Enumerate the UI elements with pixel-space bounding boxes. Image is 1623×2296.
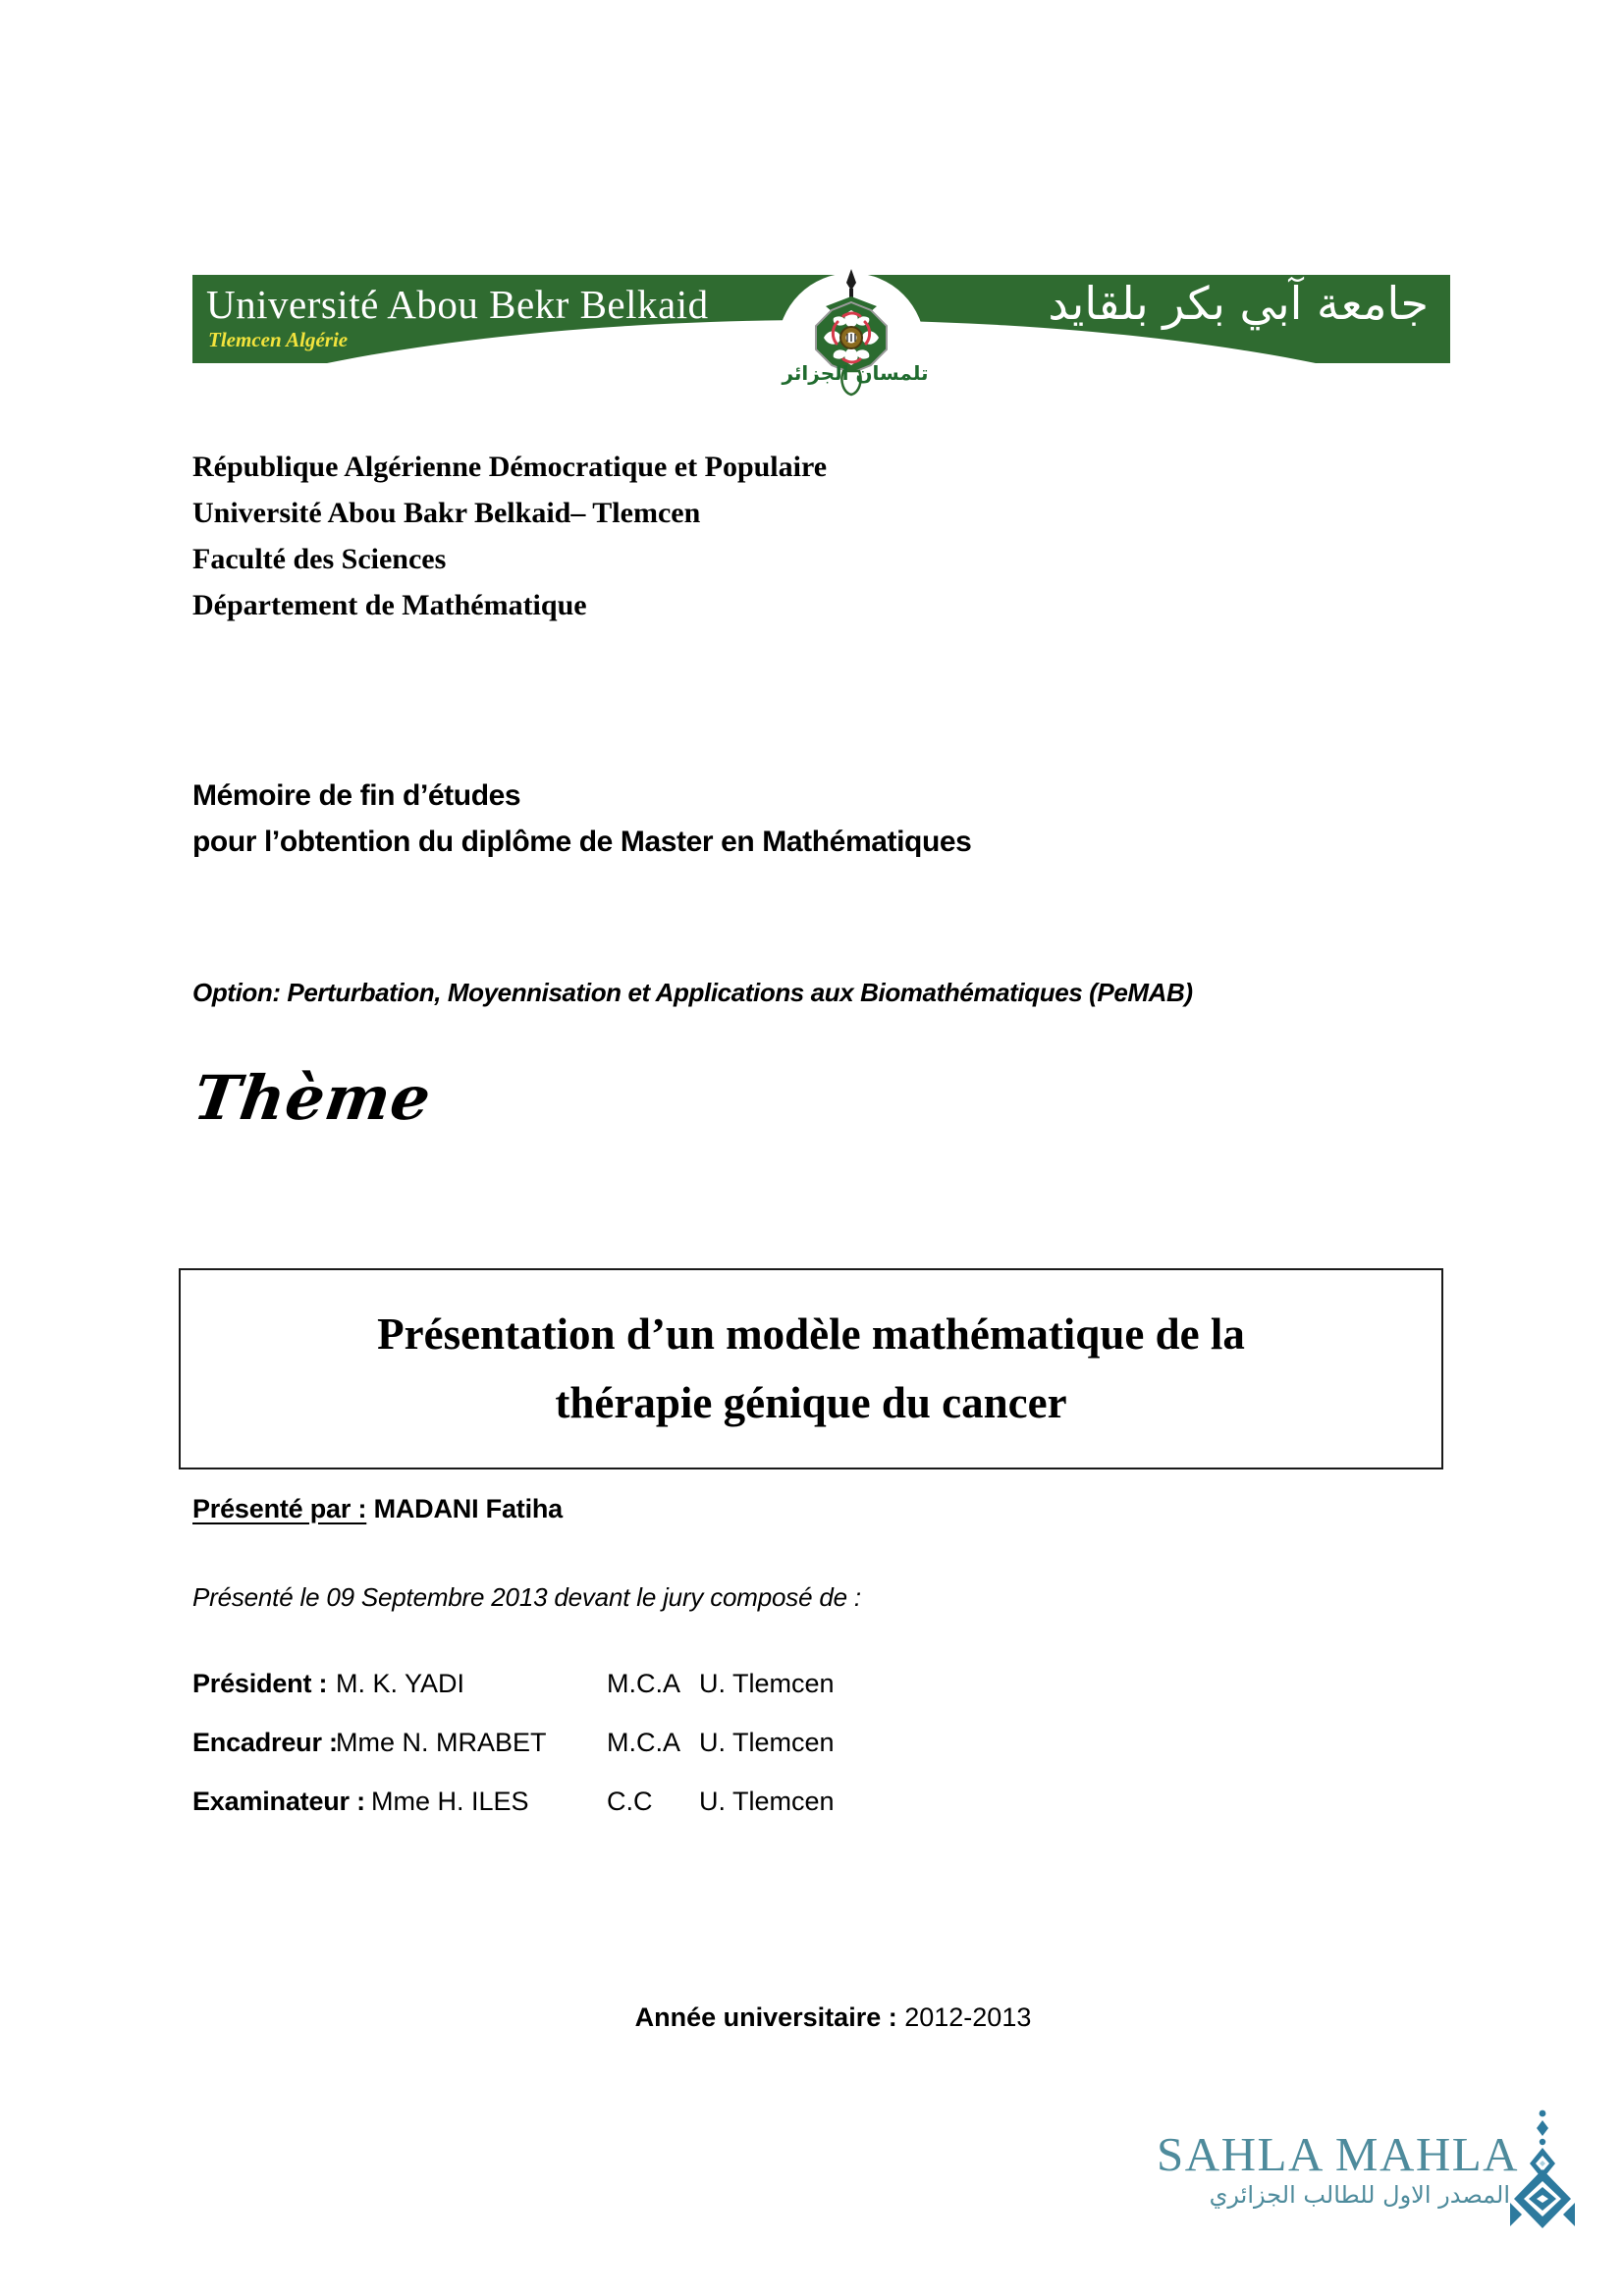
- jury-name: Mme H. ILES: [371, 1787, 529, 1816]
- option-specialization: Option: Perturbation, Moyennisation et Applications aux Biomathématiques (PeMAB): [192, 978, 1193, 1007]
- jury-row: [192, 1669, 939, 1728]
- presented-by-label: Présenté par :: [192, 1494, 367, 1523]
- jury-name: Mme N. MRABET: [336, 1728, 547, 1757]
- jury-role: Président :: [192, 1669, 328, 1698]
- watermark-brand-name: SAHLA MAHLA: [1157, 2127, 1520, 2181]
- watermark-tagline-ar: المصدر الاول للطالب الجزائري: [1209, 2181, 1510, 2209]
- academic-year-value: 2012-2013: [904, 2002, 1032, 2032]
- admin-line-university: Université Abou Bakr Belkaid– Tlemcen: [192, 497, 701, 530]
- jury-role: Examinateur :: [192, 1787, 365, 1816]
- thesis-title-line-2: thérapie génique du cancer: [555, 1377, 1067, 1427]
- jury-affiliation: U. Tlemcen: [699, 1787, 835, 1816]
- admin-line-republic: République Algérienne Démocratique et Populaire: [192, 451, 828, 483]
- presented-by-row: [192, 1494, 563, 1524]
- admin-line-department: Département de Mathématique: [192, 589, 587, 622]
- theme-heading: Thème: [189, 1062, 436, 1134]
- banner-location-ar: تلمسان الجزائر: [782, 361, 929, 385]
- university-logo-banner: [192, 267, 1450, 387]
- admin-line-faculty: Faculté des Sciences: [192, 543, 447, 576]
- defense-date-line: Présenté le 09 Septembre 2013 devant le jury composé de :: [192, 1582, 861, 1612]
- jury-name: M. K. YADI: [336, 1669, 465, 1698]
- jury-grade: M.C.A: [607, 1728, 681, 1757]
- administrative-header: [192, 444, 827, 628]
- sahla-mahla-diamond-mark-icon: [1500, 2109, 1585, 2232]
- thesis-title-line-1: Présentation d’un modèle mathématique de la: [377, 1308, 1245, 1359]
- thesis-type-block: [192, 774, 971, 865]
- jury-affiliation: U. Tlemcen: [699, 1669, 835, 1698]
- jury-grade: M.C.A: [607, 1669, 681, 1698]
- academic-year-row: [0, 2002, 1623, 2033]
- banner-university-name-ar: جامعة آبي بكر بلقايد: [1048, 277, 1429, 330]
- thesis-type-line-1: Mémoire de fin d’études: [192, 779, 521, 812]
- thesis-title-box: [179, 1268, 1443, 1469]
- sahla-mahla-watermark: [1157, 2120, 1589, 2248]
- jury-list: [192, 1669, 939, 1845]
- academic-year-label: Année universitaire :: [634, 2002, 897, 2032]
- author-name: MADANI Fatiha: [373, 1494, 563, 1523]
- jury-row: [192, 1787, 939, 1845]
- jury-row: [192, 1728, 939, 1787]
- jury-grade: C.C: [607, 1787, 653, 1816]
- banner-location-fr: Tlemcen Algérie: [208, 328, 349, 351]
- thesis-type-line-2: pour l’obtention du diplôme de Master en Mathématiques: [192, 825, 972, 858]
- jury-role: Encadreur :: [192, 1728, 338, 1757]
- banner-university-name-fr: Université Abou Bekr Belkaid: [206, 282, 709, 327]
- jury-affiliation: U. Tlemcen: [699, 1728, 835, 1757]
